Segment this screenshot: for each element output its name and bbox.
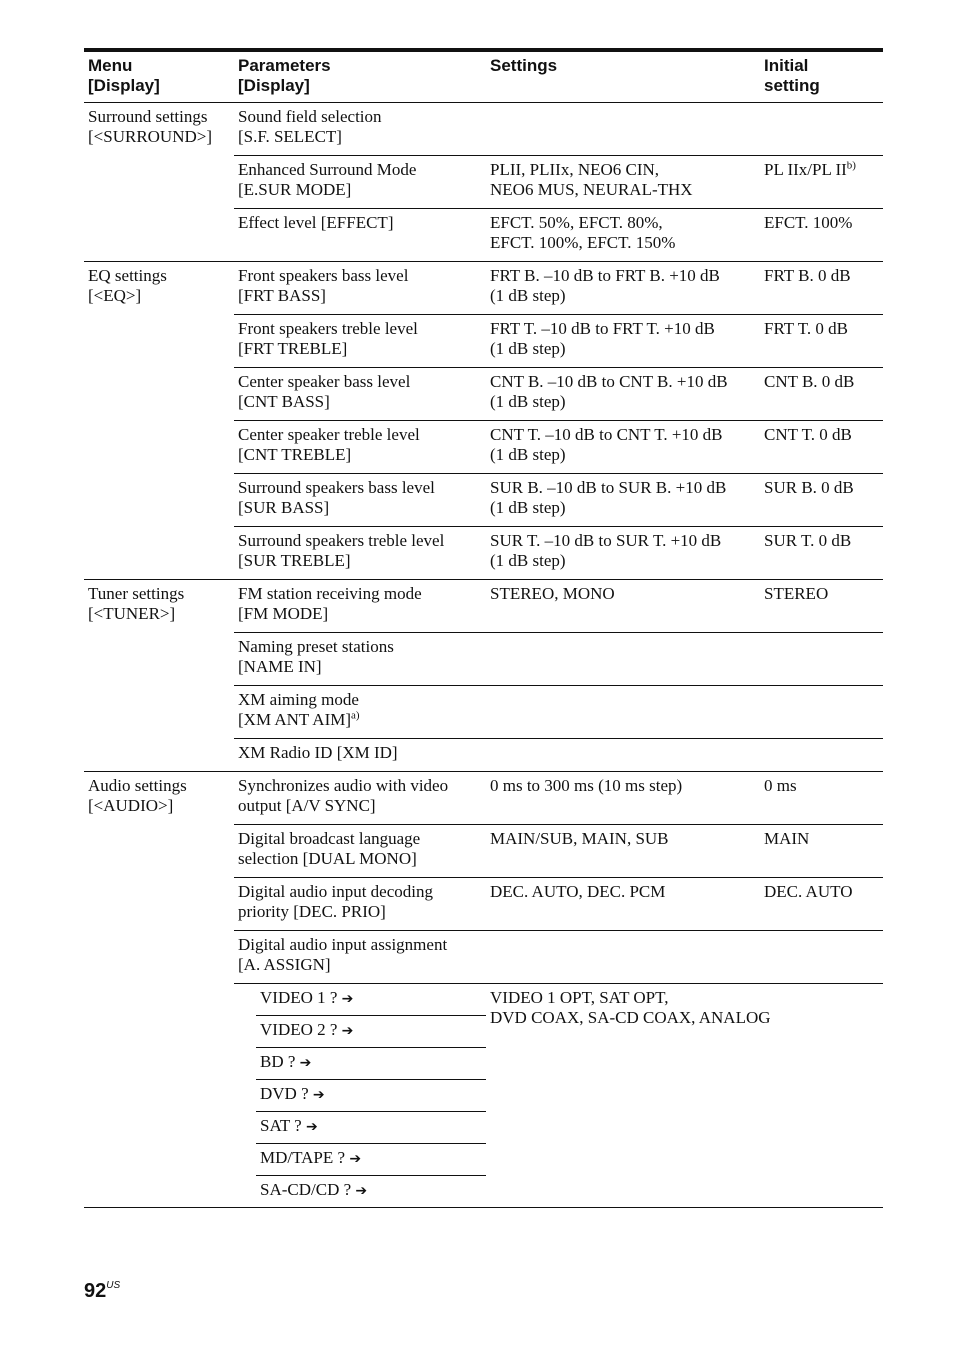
settings-line: STEREO, MONO: [490, 584, 615, 603]
menu-line: [<TUNER>]: [88, 604, 176, 623]
parameter-line: [FM MODE]: [238, 604, 329, 623]
settings-line: 0 ms to 300 ms (10 ms step): [490, 776, 683, 795]
arrow-icon: ➔: [312, 1087, 325, 1103]
menu-cell: [84, 103, 234, 262]
assign-input-label: SA-CD/CD ?: [260, 1180, 352, 1199]
initial-setting-value: MAIN: [764, 829, 810, 848]
parameter-cell: [234, 262, 486, 315]
parameter-line-wrap: [238, 710, 482, 730]
parameter-line: [A. ASSIGN]: [238, 955, 331, 974]
parameter-line: XM aiming mode: [238, 690, 359, 709]
menu-cell: [84, 580, 234, 772]
parameter-cell: [234, 825, 486, 878]
settings-line: CNT B. –10 dB to CNT B. +10 dB: [490, 372, 728, 391]
settings-line: EFCT. 50%, EFCT. 80%,: [490, 213, 663, 232]
initial-setting-value: CNT T. 0 dB: [764, 425, 852, 444]
menu-line: Audio settings: [88, 776, 187, 795]
initial-setting-cell: [760, 527, 883, 580]
parameter-line: Digital broadcast language: [238, 829, 421, 848]
settings-cell: [486, 527, 760, 580]
assign-input-item: [256, 1112, 486, 1144]
settings-table: [84, 52, 883, 1208]
settings-cell: [486, 931, 760, 984]
initial-setting-cell: [760, 103, 883, 156]
table-body: [84, 103, 883, 1208]
parameter-line: Naming preset stations: [238, 637, 394, 656]
initial-setting-value: FRT B. 0 dB: [764, 266, 851, 285]
parameter-cell: [234, 421, 486, 474]
parameter-cell: [234, 368, 486, 421]
menu-cell: [84, 262, 234, 580]
initial-setting-cell: [760, 421, 883, 474]
menu-line: EQ settings: [88, 266, 167, 285]
parameter-line: [CNT TREBLE]: [238, 445, 352, 464]
header-settings: [486, 52, 760, 103]
footnote-marker: b): [846, 159, 856, 172]
arrow-icon: ➔: [355, 1183, 368, 1199]
parameter-line: [FRT TREBLE]: [238, 339, 348, 358]
initial-setting-cell: [760, 772, 883, 825]
arrow-icon: ➔: [341, 991, 354, 1007]
initial-setting-cell: [760, 262, 883, 315]
parameter-line: [CNT BASS]: [238, 392, 330, 411]
parameter-line: [NAME IN]: [238, 657, 322, 676]
parameter-cell: [234, 931, 486, 984]
assign-input-item: [256, 1016, 486, 1048]
settings-cell: [486, 156, 760, 209]
assign-input-label: VIDEO 2 ?: [260, 1020, 338, 1039]
initial-setting-value: DEC. AUTO: [764, 882, 853, 901]
assign-input-label: BD ?: [260, 1052, 296, 1071]
settings-cell: [486, 686, 760, 739]
table-row: [84, 772, 883, 825]
header-parameters-line1: Parameters: [238, 56, 331, 75]
initial-setting-cell: [760, 156, 883, 209]
parameter-line: [SUR TREBLE]: [238, 551, 351, 570]
settings-cell: [486, 368, 760, 421]
parameter-cell: [234, 527, 486, 580]
menu-line: [<EQ>]: [88, 286, 142, 305]
initial-setting-value: SUR T. 0 dB: [764, 531, 852, 550]
settings-line: (1 dB step): [490, 392, 566, 411]
initial-setting-cell: [760, 633, 883, 686]
initial-setting-cell: [760, 686, 883, 739]
parameter-line: [XM ANT AIM]: [238, 710, 352, 729]
parameter-line: [FRT BASS]: [238, 286, 326, 305]
settings-line: (1 dB step): [490, 551, 566, 570]
parameter-line: output [A/V SYNC]: [238, 796, 376, 815]
settings-line: PLII, PLIIx, NEO6 CIN,: [490, 160, 660, 179]
initial-setting-value: PL IIx/PL II: [764, 160, 847, 179]
header-menu-line1: Menu: [88, 56, 133, 75]
parameter-line: Synchronizes audio with video: [238, 776, 449, 795]
footnote-marker: a): [351, 709, 360, 722]
assign-settings-line: VIDEO 1 OPT, SAT OPT,: [490, 988, 669, 1007]
parameter-line: [SUR BASS]: [238, 498, 330, 517]
settings-line: (1 dB step): [490, 286, 566, 305]
parameter-line: Center speaker treble level: [238, 425, 420, 444]
menu-line: Tuner settings: [88, 584, 185, 603]
settings-cell: [486, 474, 760, 527]
parameter-line: priority [DEC. PRIO]: [238, 902, 386, 921]
assign-settings-cell: [486, 984, 883, 1208]
menu-line: [<SURROUND>]: [88, 127, 213, 146]
settings-line: (1 dB step): [490, 445, 566, 464]
assign-settings-line: DVD COAX, SA-CD COAX, ANALOG: [490, 1008, 771, 1027]
header-initial: [760, 52, 883, 103]
parameter-cell: [234, 772, 486, 825]
parameter-cell: [234, 633, 486, 686]
initial-setting-value: SUR B. 0 dB: [764, 478, 854, 497]
settings-cell: [486, 772, 760, 825]
settings-cell: [486, 421, 760, 474]
settings-cell: [486, 878, 760, 931]
settings-cell: [486, 633, 760, 686]
settings-cell: [486, 209, 760, 262]
arrow-icon: ➔: [305, 1119, 318, 1135]
initial-setting-cell: [760, 209, 883, 262]
parameter-line: Front speakers bass level: [238, 266, 409, 285]
parameter-cell: [234, 474, 486, 527]
initial-setting-cell: [760, 739, 883, 772]
parameter-line: Effect level [EFFECT]: [238, 213, 394, 232]
parameter-line: Sound field selection: [238, 107, 382, 126]
assign-input-item: [256, 1144, 486, 1176]
initial-setting-cell: [760, 580, 883, 633]
assign-inputs-cell: [234, 984, 486, 1208]
initial-setting-cell: [760, 878, 883, 931]
initial-setting-cell: [760, 315, 883, 368]
menu-cell: [84, 772, 234, 1208]
parameter-line: Digital audio input decoding: [238, 882, 433, 901]
settings-cell: [486, 103, 760, 156]
page-number: [84, 1280, 120, 1303]
settings-line: DEC. AUTO, DEC. PCM: [490, 882, 666, 901]
table-row: [84, 262, 883, 315]
settings-line: EFCT. 100%, EFCT. 150%: [490, 233, 676, 252]
assign-input-item: [256, 1080, 486, 1112]
assign-input-label: VIDEO 1 ?: [260, 988, 338, 1007]
parameter-line: FM station receiving mode: [238, 584, 422, 603]
header-settings-label: Settings: [490, 56, 558, 75]
arrow-icon: ➔: [299, 1055, 312, 1071]
page-number-suffix: US: [106, 1280, 121, 1291]
initial-setting-cell: [760, 931, 883, 984]
parameter-line: Enhanced Surround Mode: [238, 160, 417, 179]
parameter-cell: [234, 315, 486, 368]
settings-line: FRT T. –10 dB to FRT T. +10 dB: [490, 319, 715, 338]
parameter-cell: [234, 580, 486, 633]
parameter-cell: [234, 878, 486, 931]
parameter-line: [S.F. SELECT]: [238, 127, 342, 146]
table-row: [84, 580, 883, 633]
initial-setting-value: STEREO: [764, 584, 829, 603]
settings-line: SUR B. –10 dB to SUR B. +10 dB: [490, 478, 727, 497]
parameter-line: Digital audio input assignment: [238, 935, 448, 954]
assign-input-label: SAT ?: [260, 1116, 302, 1135]
arrow-icon: ➔: [349, 1151, 362, 1167]
settings-cell: [486, 315, 760, 368]
initial-setting-value: FRT T. 0 dB: [764, 319, 849, 338]
assign-input-item: [256, 1176, 486, 1207]
parameter-line: XM Radio ID [XM ID]: [238, 743, 398, 762]
settings-line: CNT T. –10 dB to CNT T. +10 dB: [490, 425, 723, 444]
parameter-cell: [234, 156, 486, 209]
initial-setting-value: 0 ms: [764, 776, 797, 795]
initial-setting-cell: [760, 368, 883, 421]
parameter-cell: [234, 739, 486, 772]
parameter-cell: [234, 686, 486, 739]
page-number-value: 92: [84, 1280, 107, 1302]
initial-setting-cell: [760, 825, 883, 878]
settings-cell: [486, 825, 760, 878]
header-parameters: [234, 52, 486, 103]
arrow-icon: ➔: [341, 1023, 354, 1039]
initial-setting-cell: [760, 474, 883, 527]
header-initial-line2: setting: [764, 76, 820, 95]
assign-input-label: MD/TAPE ?: [260, 1148, 346, 1167]
assign-input-item: [256, 1048, 486, 1080]
header-parameters-line2: [Display]: [238, 76, 310, 95]
initial-setting-value: CNT B. 0 dB: [764, 372, 855, 391]
parameter-line: [E.SUR MODE]: [238, 180, 352, 199]
settings-line: FRT B. –10 dB to FRT B. +10 dB: [490, 266, 720, 285]
settings-line: MAIN/SUB, MAIN, SUB: [490, 829, 669, 848]
assign-input-label: DVD ?: [260, 1084, 309, 1103]
parameter-line: Center speaker bass level: [238, 372, 411, 391]
header-menu: [84, 52, 234, 103]
parameter-line: selection [DUAL MONO]: [238, 849, 417, 868]
header-menu-line2: [Display]: [88, 76, 160, 95]
settings-cell: [486, 739, 760, 772]
parameter-line: Front speakers treble level: [238, 319, 418, 338]
menu-line: Surround settings: [88, 107, 208, 126]
parameter-line: Surround speakers bass level: [238, 478, 435, 497]
parameter-cell: [234, 209, 486, 262]
table-header-row: [84, 52, 883, 103]
settings-line: NEO6 MUS, NEURAL-THX: [490, 180, 693, 199]
initial-setting-value: EFCT. 100%: [764, 213, 853, 232]
parameter-cell: [234, 103, 486, 156]
parameter-line: Surround speakers treble level: [238, 531, 445, 550]
settings-line: (1 dB step): [490, 339, 566, 358]
settings-cell: [486, 262, 760, 315]
table-row: [84, 103, 883, 156]
assign-input-item: [256, 984, 486, 1016]
menu-line: [<AUDIO>]: [88, 796, 174, 815]
settings-cell: [486, 580, 760, 633]
settings-line: (1 dB step): [490, 498, 566, 517]
header-initial-line1: Initial: [764, 56, 809, 75]
settings-line: SUR T. –10 dB to SUR T. +10 dB: [490, 531, 722, 550]
